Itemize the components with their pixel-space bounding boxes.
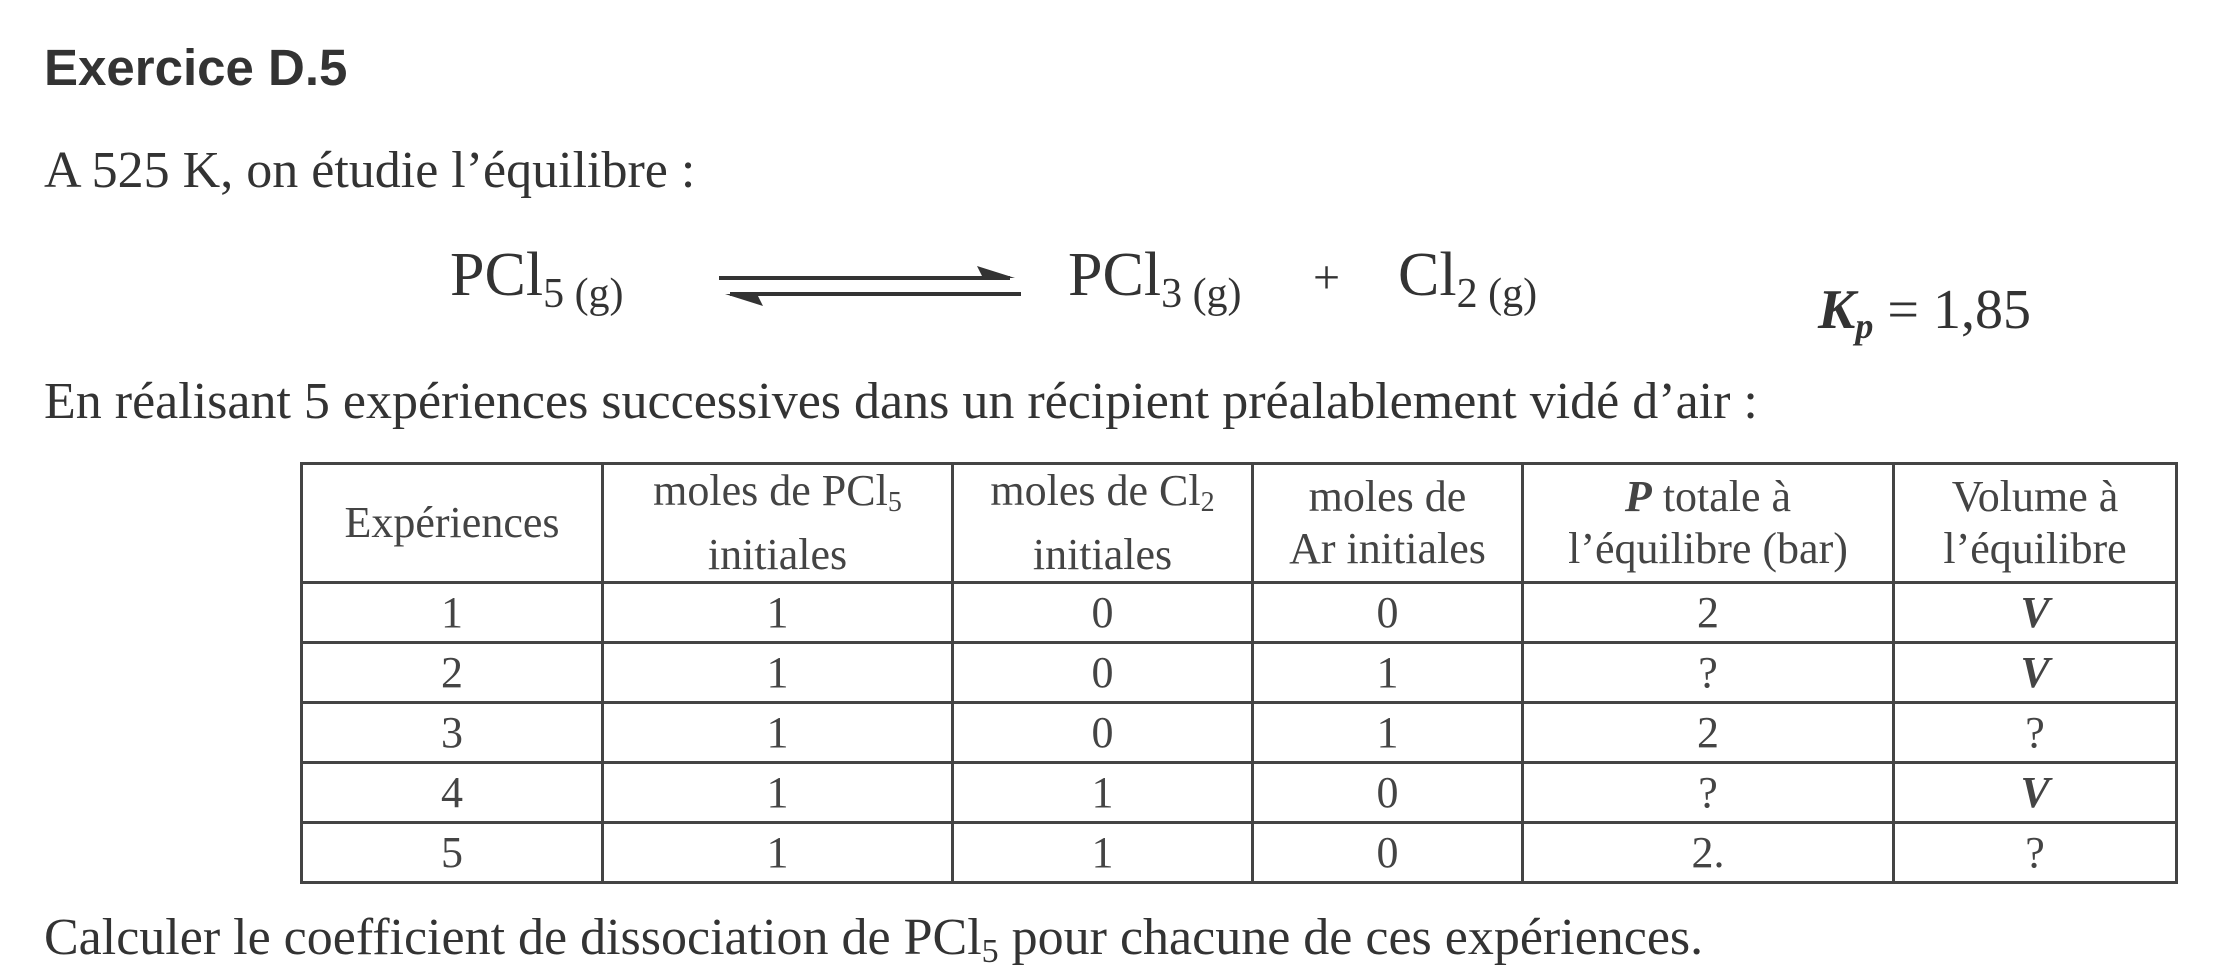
question-text: Calculer le coefficient de dissociation de PCl$_5$ pour chacune de ces expériences. (44, 909, 1704, 970)
cell-moles-cl2: 0 (953, 643, 1253, 703)
cell-moles-pcl5: 1 (603, 583, 953, 643)
kp-symbol: K (1818, 279, 1856, 341)
cell-volume: ? (1894, 823, 2177, 883)
cell-volume: V (1894, 583, 2177, 643)
cell-moles-ar: 1 (1253, 643, 1523, 703)
header-experiences: Expériences (302, 464, 603, 583)
cell-pressure: 2 (1523, 583, 1894, 643)
cell-moles-pcl5: 1 (603, 763, 953, 823)
experiments-table (300, 462, 2178, 884)
cell-moles-cl2: 1 (953, 763, 1253, 823)
cell-experience: 2 (302, 643, 603, 703)
cell-moles-ar: 0 (1253, 763, 1523, 823)
header-volume: Volume à l’équilibre (1894, 464, 2177, 583)
cell-pressure: ? (1523, 643, 1894, 703)
cell-pressure: ? (1523, 763, 1894, 823)
cell-moles-cl2: 0 (953, 703, 1253, 763)
reactant-pcl5 (450, 240, 624, 318)
cell-moles-ar: 1 (1253, 703, 1523, 763)
cell-pressure: 2 (1523, 703, 1894, 763)
cell-volume: V (1894, 643, 2177, 703)
cell-experience: 4 (302, 763, 603, 823)
cell-volume: V (1894, 763, 2177, 823)
header-moles-ar: moles de Ar initiales (1253, 464, 1523, 583)
table-row (302, 643, 2177, 703)
cell-moles-pcl5: 1 (603, 703, 953, 763)
reactant-formula: PCl (450, 241, 544, 309)
kp-subscript: p (1855, 306, 1874, 346)
cell-pressure: 2. (1523, 823, 1894, 883)
table-header-row (302, 464, 2177, 583)
table-row (302, 763, 2177, 823)
intro-text: A 525 K, on étudie l’équilibre : (44, 142, 696, 199)
table-row (302, 583, 2177, 643)
cell-moles-pcl5: 1 (603, 823, 953, 883)
table-row (302, 703, 2177, 763)
plus-sign: + (1313, 251, 1341, 304)
cell-experience: 5 (302, 823, 603, 883)
product2-subscript: 2 (g) (1456, 271, 1538, 317)
header-moles-pcl5: moles de PCl$_5$ initiales (603, 464, 953, 583)
cell-moles-cl2: 0 (953, 583, 1253, 643)
table-row (302, 823, 2177, 883)
equilibrium-arrows-icon (715, 264, 1025, 308)
setup-text: En réalisant 5 expériences successives dans un récipient préalablement vidé d’air : (44, 373, 1758, 430)
cell-experience: 1 (302, 583, 603, 643)
cell-moles-ar: 0 (1253, 823, 1523, 883)
product-pcl3 (1068, 240, 1242, 318)
cell-moles-cl2: 1 (953, 823, 1253, 883)
cell-moles-pcl5: 1 (603, 643, 953, 703)
equilibrium-constant (1818, 278, 2031, 347)
cell-volume: ? (1894, 703, 2177, 763)
header-pressure: P totale à l’équilibre (bar) (1523, 464, 1894, 583)
kp-value: = 1,85 (1887, 279, 2031, 341)
exercise-title: Exercice D.5 (44, 39, 348, 96)
product1-formula: PCl (1068, 241, 1162, 309)
cell-moles-ar: 0 (1253, 583, 1523, 643)
reactant-subscript: 5 (g) (543, 271, 624, 317)
product-cl2 (1398, 240, 1537, 318)
product1-subscript: 3 (g) (1161, 271, 1242, 317)
cell-experience: 3 (302, 703, 603, 763)
header-moles-cl2: moles de $Cl_2$ initiales (953, 464, 1253, 583)
product2-formula: Cl (1398, 241, 1457, 309)
